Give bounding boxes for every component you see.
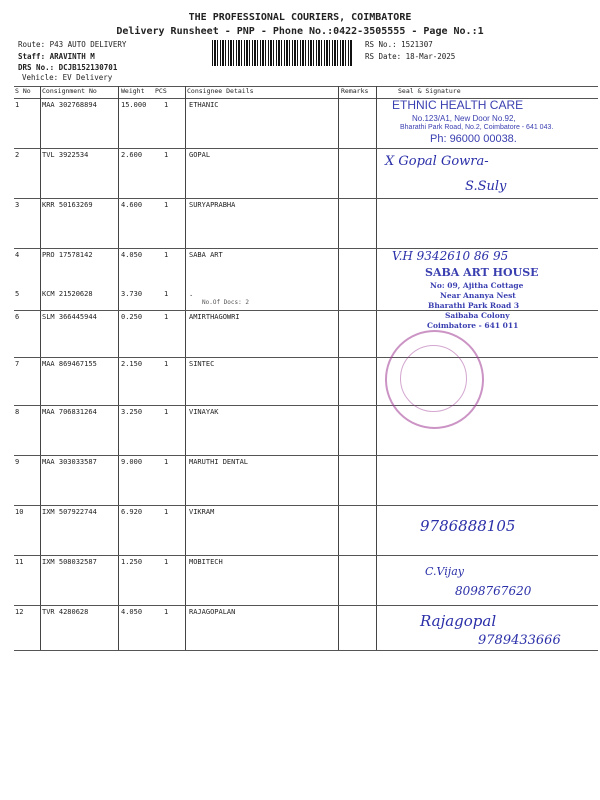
- stamp-saba-line: No: 09, Ajitha Cottage: [430, 281, 524, 290]
- cell-consignment-no: SLM 366445944: [42, 313, 97, 321]
- cell-sno: 5: [15, 290, 20, 298]
- stamp-saba-name: SABA ART HOUSE: [425, 266, 539, 279]
- cell-pcs: 1: [164, 290, 169, 298]
- signature-row11-phone: 8098767620: [455, 584, 532, 598]
- stamp-saba-line: Bharathi Park Road 3: [428, 301, 520, 310]
- cell-pcs: 1: [164, 101, 169, 109]
- runsheet-subtitle: Delivery Runsheet - PNP - Phone No.:0422-3505555 - Page No.:1: [116, 26, 484, 37]
- stamp-saba-line: Near Ananya Nest: [440, 291, 516, 300]
- stamp-ethnic-phone: Ph: 96000 00038.: [430, 133, 517, 145]
- round-seal-inner: [400, 345, 467, 412]
- cell-consignment-no: MAA 706831264: [42, 408, 97, 416]
- cell-pcs: 1: [164, 360, 169, 368]
- cell-sno: 4: [15, 251, 20, 259]
- header-consignment: Consignment No: [42, 87, 97, 95]
- cell-weight: 2.600: [121, 151, 143, 159]
- cell-pcs: 1: [164, 408, 169, 416]
- cell-consignee: GOPAL: [189, 151, 211, 159]
- cell-consignment-no: KRR 50163269: [42, 201, 93, 209]
- cell-weight: 1.250: [121, 558, 143, 566]
- cell-weight: 3.250: [121, 408, 143, 416]
- cell-sno: 2: [15, 151, 20, 159]
- divider: [14, 357, 598, 358]
- header-pcs: PCS: [155, 87, 167, 95]
- divider: [14, 505, 598, 506]
- cell-weight: 6.920: [121, 508, 143, 516]
- cell-consignee: .: [189, 290, 194, 298]
- company-title: THE PROFESSIONAL COURIERS, COIMBATORE: [188, 12, 412, 23]
- cell-weight: 15.000: [121, 101, 147, 109]
- cell-weight: 2.150: [121, 360, 143, 368]
- stamp-saba-line: Coimbatore - 641 011: [427, 321, 519, 330]
- cell-consignment-no: TVR 4280628: [42, 608, 89, 616]
- cell-pcs: 1: [164, 201, 169, 209]
- divider: [338, 86, 339, 650]
- cell-sno: 3: [15, 201, 20, 209]
- cell-pcs: 1: [164, 313, 169, 321]
- cell-consignment-no: MAA 303033587: [42, 458, 97, 466]
- cell-consignee: AMIRTHAGOWRI: [189, 313, 240, 321]
- stamp-ethnic-address2: Bharathi Park Road, No.2, Coimbatore - 641 043.: [400, 124, 554, 131]
- cell-consignment-no: MAA 302768894: [42, 101, 97, 109]
- cell-consignee: SURYAPRABHA: [189, 201, 236, 209]
- cell-weight: 4.050: [121, 608, 143, 616]
- divider: [14, 198, 598, 199]
- divider: [376, 86, 377, 650]
- cell-consignee: MARUTHI DENTAL: [189, 458, 249, 466]
- drs-number: DRS No.: DCJB152130701: [18, 63, 118, 72]
- stamp-saba-line: Saibaba Colony: [445, 311, 510, 320]
- cell-weight: 9.000: [121, 458, 143, 466]
- signature-row4: V.H 9342610 86 95: [392, 249, 509, 263]
- divider: [14, 148, 598, 149]
- barcode: [212, 40, 352, 66]
- signature-row12-name: Rajagopal: [420, 612, 497, 630]
- cell-consignment-no: PRO 17578142: [42, 251, 93, 259]
- divider: [14, 405, 598, 406]
- vehicle: Vehicle: EV Delivery: [22, 73, 113, 82]
- cell-pcs: 1: [164, 558, 169, 566]
- cell-consignee: VIKRAM: [189, 508, 215, 516]
- cell-weight: 4.050: [121, 251, 143, 259]
- divider: [14, 248, 598, 249]
- rs-date: RS Date: 18-Mar-2025: [365, 52, 456, 61]
- divider: [14, 86, 598, 87]
- header-seal-signature: Seal & Signature: [398, 87, 461, 95]
- cell-pcs: 1: [164, 251, 169, 259]
- cell-consignee: SABA ART: [189, 251, 223, 259]
- cell-consignee: VINAYAK: [189, 408, 219, 416]
- cell-consignment-no: MAA 869467155: [42, 360, 97, 368]
- divider: [14, 605, 598, 606]
- cell-sno: 11: [15, 558, 24, 566]
- header-consignee: Consignee Details: [187, 87, 254, 95]
- cell-consignment-no: KCM 21520628: [42, 290, 93, 298]
- cell-consignment-no: TVL 3922534: [42, 151, 89, 159]
- cell-pcs: 1: [164, 458, 169, 466]
- cell-consignee: SINTEC: [189, 360, 215, 368]
- signature-row10: 9786888105: [420, 517, 516, 535]
- cell-consignee: MOBITECH: [189, 558, 223, 566]
- header-remarks: Remarks: [341, 87, 369, 95]
- cell-pcs: 1: [164, 151, 169, 159]
- header-sno: S No: [15, 87, 31, 95]
- divider: [185, 86, 186, 650]
- cell-sno: 12: [15, 608, 24, 616]
- cell-sno: 1: [15, 101, 20, 109]
- cell-consignment-no: IXM 507922744: [42, 508, 97, 516]
- cell-sno: 10: [15, 508, 24, 516]
- stamp-ethnic-name: ETHNIC HEALTH CARE: [392, 98, 524, 112]
- cell-sno: 6: [15, 313, 20, 321]
- route: Route: P43 AUTO DELIVERY: [18, 40, 127, 49]
- cell-sno: 8: [15, 408, 20, 416]
- cell-consignment-no: IXM 508032587: [42, 558, 97, 566]
- divider: [14, 555, 598, 556]
- cell-weight: 0.250: [121, 313, 143, 321]
- cell-sno: 9: [15, 458, 20, 466]
- staff: Staff: ARAVINTH M: [18, 52, 95, 61]
- divider: [14, 455, 598, 456]
- cell-pcs: 1: [164, 608, 169, 616]
- signature-row2: X Gopal Gowra-: [385, 154, 489, 169]
- divider: [40, 86, 41, 650]
- cell-consignee: ETHANIC: [189, 101, 219, 109]
- cell-consignee: RAJAGOPALAN: [189, 608, 236, 616]
- cell-note: No.Of Docs: 2: [202, 299, 249, 306]
- cell-weight: 4.600: [121, 201, 143, 209]
- header-weight: Weight: [121, 87, 145, 95]
- signature-row11-name: C.Vijay: [425, 565, 464, 578]
- divider: [14, 650, 598, 651]
- stamp-ethnic-address1: No.123/A1, New Door No.92,: [412, 114, 516, 123]
- signature-row2-name: S.Suly: [465, 179, 507, 194]
- cell-pcs: 1: [164, 508, 169, 516]
- divider: [118, 86, 119, 650]
- signature-row12-phone: 9789433666: [478, 633, 561, 648]
- cell-sno: 7: [15, 360, 20, 368]
- rs-number: RS No.: 1521307: [365, 40, 433, 49]
- cell-weight: 3.730: [121, 290, 143, 298]
